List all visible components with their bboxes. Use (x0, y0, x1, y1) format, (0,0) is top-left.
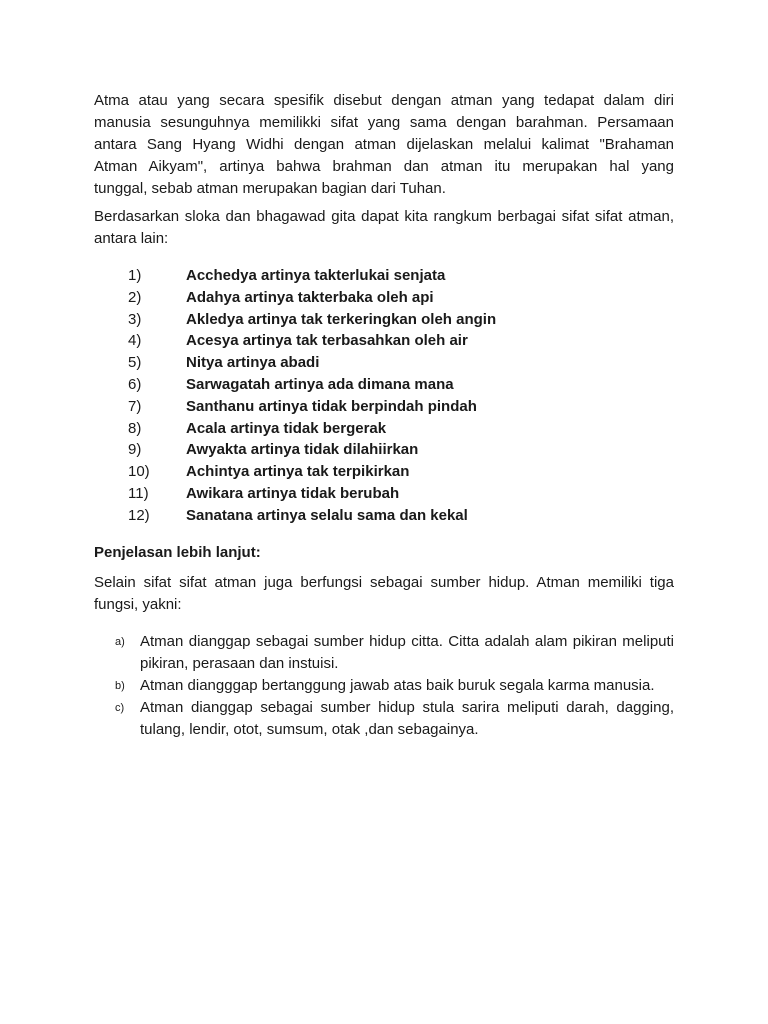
item-text: Nitya artinya abadi (186, 354, 320, 372)
intro-line: tunggal, sebab atman merupakan bagian dari Tuhan. (94, 180, 446, 197)
item-text: Awikara artinya tidak berubah (186, 484, 400, 502)
intro-paragraph (94, 90, 674, 200)
item-text: Acchedya artinya takterlukai senjata (186, 267, 446, 284)
item-number: 11) (128, 484, 149, 502)
list-item (94, 374, 674, 396)
item-number: 5) (128, 354, 142, 372)
item-number: 1) (128, 267, 142, 284)
item-text: Sarwagatah artinya ada dimana mana (186, 375, 454, 393)
item-number: 7) (128, 397, 142, 415)
intro-line: Atma atau yang secara spesifik disebut dengan atman yang tedapat dalam diri (94, 92, 674, 109)
list-item (94, 265, 674, 287)
list-item (94, 439, 674, 461)
list-item (94, 418, 674, 440)
item-number: 9) (128, 441, 142, 459)
list-item (94, 287, 674, 309)
item-text: Akledya artinya tak terkeringkan oleh angin (186, 310, 497, 328)
list-item (94, 352, 674, 374)
summary-paragraph: Berdasarkan sloka dan bhagawad gita dapat kita rangkum berbagai sifat sifat atman, antara lain: (94, 208, 674, 247)
item-number: 12) (128, 506, 150, 524)
list-item (94, 309, 674, 331)
item-number: 4) (128, 332, 142, 350)
item-text: Acala artinya tidak bergerak (186, 419, 387, 437)
item-number: 3) (128, 310, 142, 328)
section-paragraph: Selain sifat sifat atman juga berfungsi sebagai sumber hidup. Atman memiliki tiga fungsi, yakni: (94, 573, 674, 613)
list-item (94, 461, 674, 483)
list-item (94, 631, 674, 675)
sifat-atman-list (94, 265, 674, 527)
item-number: 2) (128, 288, 142, 306)
item-letter: c) (115, 701, 125, 714)
list-item (94, 483, 674, 505)
list-item (94, 505, 674, 527)
item-number: 8) (128, 419, 142, 437)
item-letter: a) (115, 635, 125, 648)
item-number: 10) (128, 463, 150, 481)
list-item (94, 697, 674, 741)
item-text: Achintya artinya tak terpikirkan (186, 463, 410, 481)
item-text: Santhanu artinya tidak berpindah pindah (186, 397, 477, 415)
intro-line: Atman Aikyam", artinya bahwa brahman dan atman itu merupakan hal yang (94, 158, 674, 175)
item-number: 6) (128, 375, 142, 393)
item-letter: b) (115, 679, 125, 692)
item-text: Atman dianggap sebagai sumber hidup stula sarira meliputi darah, dagging, tulang, lendir, otot, sumsum, otak ,dan sebagainya. (140, 698, 674, 738)
list-item (94, 396, 674, 418)
item-text: Sanatana artinya selalu sama dan kekal (186, 506, 468, 524)
intro-line: manusia sesunguhnya memilikki sifat yang sama dengan barahman. Persamaan (94, 114, 674, 131)
list-item (94, 330, 674, 352)
item-text: Atman diangggap bertanggung jawab atas baik buruk segala karma manusia. (140, 676, 655, 694)
item-text: Acesya artinya tak terbasahkan oleh air (186, 332, 468, 350)
intro-line: antara Sang Hyang Widhi dengan atman dijelaskan melalui kalimat "Brahaman (94, 136, 674, 153)
item-text: Adahya artinya takterbaka oleh api (186, 288, 434, 306)
section-heading: Penjelasan lebih lanjut: (94, 543, 261, 561)
fungsi-atman-list (94, 631, 674, 741)
list-item (94, 675, 674, 697)
item-text: Awyakta artinya tidak dilahiirkan (186, 441, 419, 459)
item-text: Atman dianggap sebagai sumber hidup citta. Citta adalah alam pikiran meliputi pikiran, perasaan dan instuisi. (140, 632, 674, 672)
